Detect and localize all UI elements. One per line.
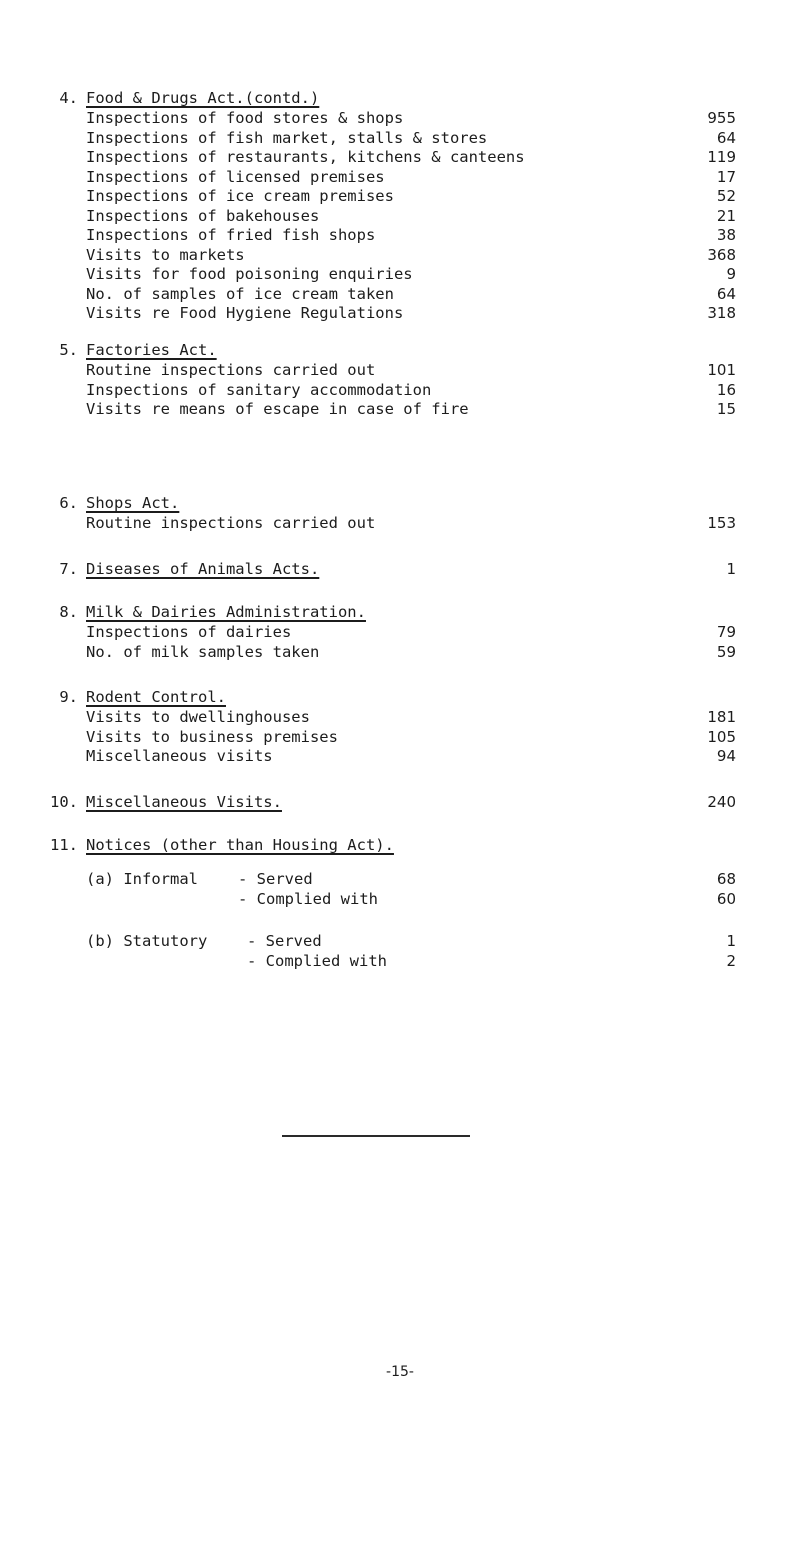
row-value: 153 [707,514,736,532]
table-row [0,381,800,401]
row-label: Inspections of fried fish shops [86,226,376,244]
row-value: 368 [707,245,736,264]
table-row [0,400,800,420]
section-number: 6. [59,494,78,512]
row-label: Inspections of fish market, stalls & stores [86,128,488,147]
row-label: Inspections of food stores & shops [86,109,404,127]
section-heading [0,686,800,708]
table-row [0,708,800,728]
section-rodent-control [0,686,800,767]
section-title: Shops Act. [86,494,180,512]
notice-type: (a) Informal [86,870,198,888]
row-label: No. of milk samples taken [86,642,320,661]
section-heading [0,601,800,623]
table-row [0,148,800,168]
row-label: Visits to business premises [86,727,338,746]
row-label: Inspections of sanitary accommodation [86,380,432,399]
row-label: Inspections of licensed premises [86,167,385,186]
section-heading [0,87,800,109]
row-value: 38 [716,226,736,244]
section-food-drugs [0,87,800,324]
row-label: Inspections of dairies [86,623,292,641]
section-number: 9. [59,688,78,706]
section-number: 7. [59,560,78,578]
row-value: 101 [707,361,736,379]
section-milk-dairies [0,601,800,662]
row-value: 240 [707,793,736,811]
section-miscellaneous-visits [0,791,800,813]
section-factories [0,339,800,420]
row-value: 181 [707,708,736,726]
notices-statutory [0,932,800,971]
section-heading [0,492,800,514]
row-value: 318 [707,304,736,322]
table-row [0,187,800,207]
table-row [0,304,800,324]
section-title: Factories Act. [86,341,217,359]
table-row [0,265,800,285]
row-value: 21 [716,206,736,225]
row-value: 955 [707,109,736,127]
row-value: 52 [716,187,736,205]
section-shops [0,492,800,534]
row-value: 1 [726,560,736,578]
table-row [0,207,800,227]
row-label: Inspections of ice cream premises [86,187,394,205]
row-label: Routine inspections carried out [86,361,376,379]
row-value: 17 [716,167,736,186]
row-label: Visits re means of escape in case of fire [86,400,469,418]
table-row [0,109,800,129]
row-label: Visits re Food Hygiene Regulations [86,304,404,322]
section-number: 10. [50,793,78,811]
divider-rule [282,1135,470,1137]
row-value: 2 [726,951,736,970]
row-label: Visits for food poisoning enquiries [86,265,413,283]
section-title: Rodent Control. [86,688,226,706]
table-row [0,168,800,188]
row-label: Visits to markets [86,245,245,264]
row-value: 68 [716,870,736,888]
notice-row [0,870,800,890]
row-value: 64 [716,128,736,147]
row-value: 119 [707,148,736,166]
section-heading [0,558,800,580]
section-title: Diseases of Animals Acts. [86,560,320,578]
row-label: Routine inspections carried out [86,514,376,532]
row-label: Miscellaneous visits [86,747,273,765]
table-row [0,728,800,748]
row-label: Inspections of bakehouses [86,206,320,225]
table-row [0,361,800,381]
notice-row [0,890,800,910]
table-row [0,226,800,246]
notice-type: (b) Statutory [86,932,208,950]
section-heading [0,339,800,361]
section-number: 11. [50,836,78,854]
row-value: 64 [716,284,736,303]
section-diseases-of-animals [0,558,800,580]
section-number: 4. [59,89,78,107]
row-label: Visits to dwellinghouses [86,708,310,726]
notice-status: - Complied with [247,951,387,970]
row-value: 16 [716,380,736,399]
notice-status: - Served [247,932,322,950]
row-value: 94 [716,747,736,765]
section-title: Milk & Dairies Administration. [86,603,366,621]
row-value: 60 [716,889,736,908]
section-title: Notices (other than Housing Act). [86,836,394,854]
row-label: Inspections of restaurants, kitchens & canteens [86,148,525,166]
row-value: 79 [716,623,736,641]
section-number: 5. [59,341,78,359]
notice-row [0,932,800,952]
table-row [0,623,800,643]
page-number: -15- [386,1364,414,1380]
table-row [0,747,800,767]
row-value: 15 [716,400,736,418]
section-title: Food & Drugs Act.(contd.) [86,89,320,107]
notices-informal [0,870,800,909]
section-title: Miscellaneous Visits. [86,793,282,811]
section-heading [0,834,800,856]
table-row [0,246,800,266]
table-row [0,514,800,534]
section-number: 8. [59,603,78,621]
notice-row [0,952,800,972]
row-value: 59 [716,642,736,661]
table-row [0,285,800,305]
notice-status: - Served [238,870,313,888]
section-heading [0,791,800,813]
row-value: 1 [726,932,736,950]
row-label: No. of samples of ice cream taken [86,284,394,303]
row-value: 105 [707,727,736,746]
table-row [0,643,800,663]
notice-status: - Complied with [238,889,378,908]
table-row [0,129,800,149]
section-notices [0,834,800,856]
row-value: 9 [726,265,736,283]
